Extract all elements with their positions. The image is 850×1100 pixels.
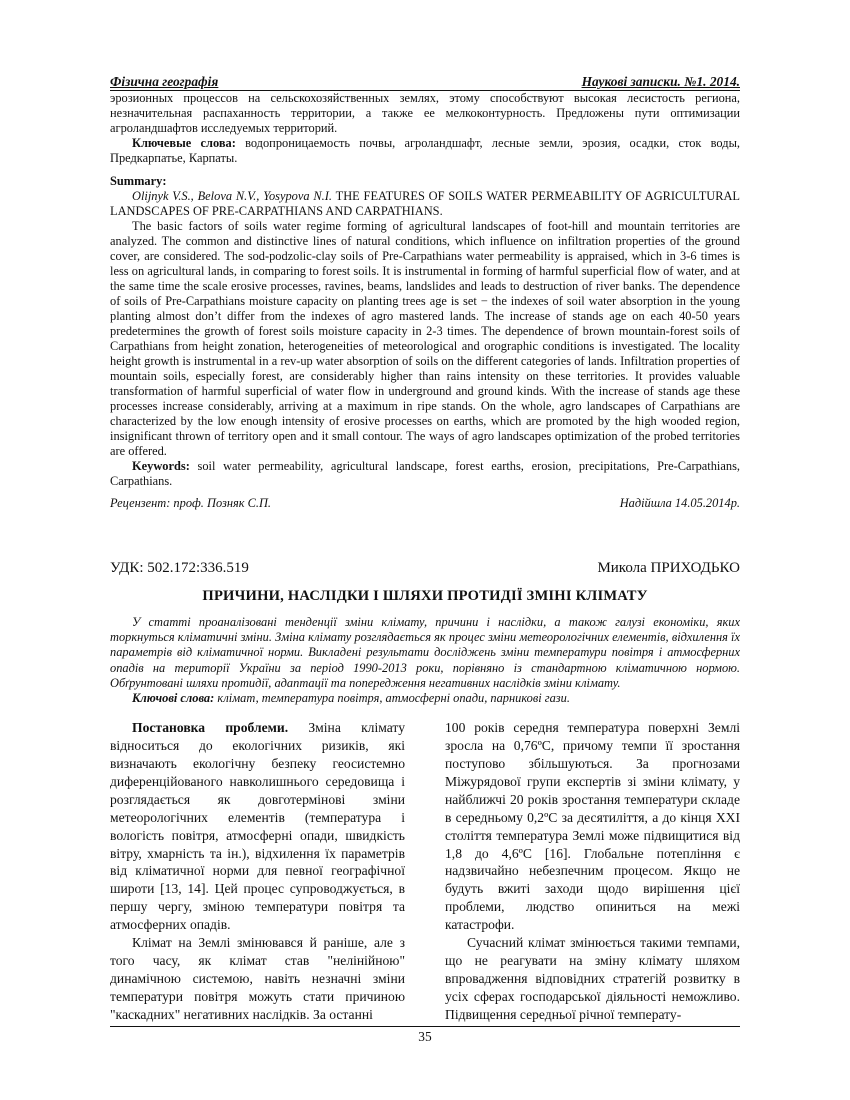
ru-abstract-tail: эрозионных процессов на сельскохозяйственных землях, этому способствуют высокая лесистость региона, незначительная распаханность территории, а также ее мелкоконтурность. Предложены пути оптимизации агроландшафтов исследуемых территорий. — [110, 91, 740, 135]
summary-heading: Summary: — [110, 174, 167, 188]
review-line — [110, 496, 740, 511]
summary-keywords-text: soil water permeability, agricultural landscape, forest earths, erosion, precipitations, Pre-Carpathians, Carpathians. — [110, 459, 740, 488]
article-meta — [110, 559, 740, 577]
col1-p1-text: Зміна клімату відноситься до екологічних ризиків, які визначають екологічну безпеку геосистемно диференційованого навколишнього середовища і розглядається як довготермінові зміни метеорологічних елементів (температура і вологість повітря, атмосферні опади, швидкість вітру, хмарність та ін.), відхилення їх параметрів від кліматичної норми для певної географічної широти [13, 14]. Цей процес супроводжується, в першу чергу, зміною температури повітря та атмосферних опадів. — [110, 720, 405, 933]
article-title: ПРИЧИНИ, НАСЛІДКИ І ШЛЯХИ ПРОТИДІЇ ЗМІНІ КЛІМАТУ — [202, 588, 648, 604]
udk-code: УДК: 502.172:336.519 — [110, 560, 249, 576]
summary-keywords-label: Keywords: — [132, 459, 190, 473]
column-right — [445, 719, 740, 1023]
summary-body: The basic factors of soils water regime forming of agricultural landscapes of foot-hill and mountain territories are analyzed. The common and distinctive lines of natural conditions, which influence on infiltration properties of the ground cover, are considered. The sod-podzolic-clay soils of Pre-Carpathians water permeability is appraised, which in 3-6 times is less on agricultural lands, in comparing to forest soils. It is instrumental in forming of harmful superficial flow of water, and at the same time the scale erosive processes, ravines, beams, landslides and leads to destruction of river banks. The dependence of soils of Pre-Carpathians moisture capacity on planting trees age is set − the indexes of soil water absorption in the young planting almost don’t differ from the indexes of agro mastered lands. The increase of stands age on each 40-50 years predetermines the growth of forest soils moisture capacity in 2-3 times. The dependence of brown mountain-forest soils of Carpathians from height zonation, heterogeneities of meteorological and orographic conditions is investigated. The locality height growth is instrumental in a rev-up water absorption of soils on the different categories of lands. Infiltration properties of mountain soils, especially forest, are considerably higher than rains intensity on these territories. It provides valuable transformation of harmful superficial of water flow in underground and ground kinds. With the increase of stands age these processes increase considerably, arriving at a maximum in ripe stands. On the whole, agro landscapes of Carpathians are characterized by the low enough intensity of erosive processes on earths, which are promoted by the high wooded region, insignificant thrown of territory open and it small contour. The ways of agro landscapes optimization of the probed territories are offered. — [110, 219, 740, 458]
article-keywords-label: Ключові слова: — [132, 691, 215, 706]
article-author: Микола ПРИХОДЬКО — [597, 560, 740, 576]
article-keywords — [110, 691, 740, 706]
summary-title-line — [110, 189, 740, 219]
col1-paragraph-1 — [110, 719, 405, 934]
body-columns — [110, 719, 740, 1023]
reviewer: Рецензент: проф. Позняк С.П. — [110, 496, 272, 510]
footer-rule — [110, 1026, 740, 1027]
header-section: Фізична географія — [110, 74, 219, 89]
article-abstract: У статті проаналізовані тенденції зміни клімату, причини і наслідки, а також галузі економіки, яких торкнуться кліматичні зміни. Зміна клімату розглядається як процес зміни метеорологічних елементів, відхилення їх параметрів від кліматичної норми. Викладені результати досліджень зміни температури повітря і атмосферних опадів на території України за період 1990-2013 роки, порівняно із стандартною кліматичною нормою. Обґрунтовані шляхи протидії, адаптації та попередження негативних наслідків зміни клімату. — [110, 615, 740, 690]
summary-title: THE FEATURES OF SOILS WATER PERMEABILITY OF AGRICULTURAL LANDSCAPES OF PRE-CARPATHIANS AND CARPATHIANS. — [110, 189, 740, 218]
running-header — [110, 74, 740, 89]
col1-paragraph-2: Клімат на Землі змінювався й раніше, але з того часу, як клімат став "нелінійною" динамічною системою, навіть незначні зміни температури повітря можуть стати причиною "каскадних" негативних наслідків. За останні — [110, 935, 405, 1022]
ru-keywords — [110, 136, 740, 166]
header-journal: Наукові записки. №1. 2014. — [581, 74, 740, 89]
summary-keywords — [110, 459, 740, 489]
problem-statement-lead: Постановка проблеми. — [132, 720, 289, 736]
column-left — [110, 719, 405, 1023]
ru-keywords-label: Ключевые слова: — [132, 136, 236, 150]
page-number: 35 — [418, 1028, 432, 1044]
ru-keywords-text: водопроницаемость почвы, агроландшафт, лесные земли, эрозия, осадки, сток воды, Предкарпатье, Карпаты. — [110, 136, 740, 165]
received-date: Надійшла 14.05.2014р. — [619, 496, 740, 510]
col2-paragraph-2: Сучасний клімат змінюється такими темпами, що не реагувати на зміну клімату шляхом впровадження відповідних стратегій розвитку в усіх сферах господарської діяльності неможливо. Підвищення середньої річної температу- — [445, 935, 740, 1022]
col2-paragraph-1: 100 років середня температура поверхні Землі зросла на 0,76ºС, причому темпи її зростання поступово збільшуються. За прогнозами Міжурядової групи експертів зі зміни клімату, у найближчі 20 років зростання температури складе в середньому 0,2ºС за десятиліття, а до кінця XXI століття температура Землі може підвищитися від 1,8 до 4,6ºС [16]. Глобальне потепління є надзвичайно небезпечним процесом. Якщо не будуть вжиті заходи щодо вирішення цієї проблеми, людство опиниться на межі катастрофи. — [445, 720, 740, 933]
summary-authors: Olijnyk V.S., Belova N.V., Yosypova N.I. — [132, 189, 333, 203]
article-keywords-text: клімат, температура повітря, атмосферні опади, парникові гази. — [214, 691, 570, 706]
page — [110, 74, 740, 1045]
